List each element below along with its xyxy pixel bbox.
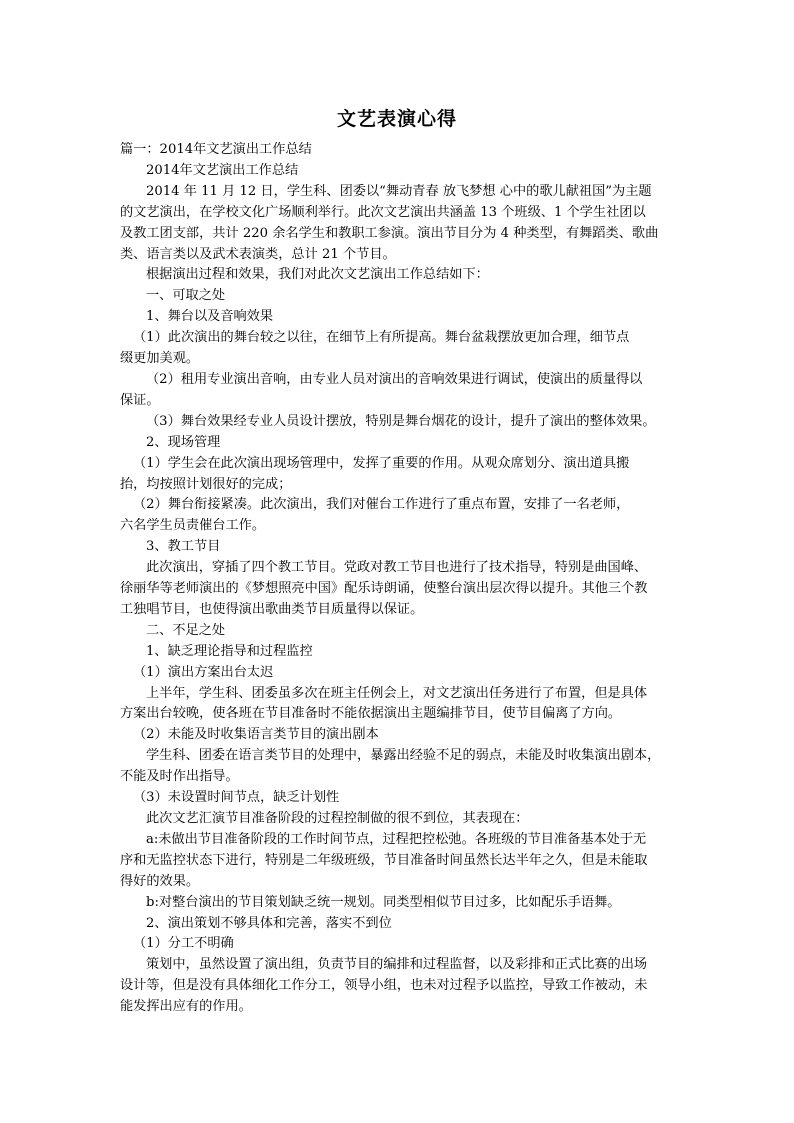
text-line: 篇一：2014年文艺演出工作总结: [120, 142, 312, 157]
text-line: 策划中，虽然设置了演出组，负责节目的编排和过程监督，以及彩排和正式比赛的出场: [146, 957, 648, 973]
text-line: 上半年，学生科、团委虽多次在班主任例会上，对文艺演出任务进行了布置，但是具体: [146, 685, 648, 701]
text-line: 工独唱节目，也使得演出歌曲类节目质量得以保证。: [120, 601, 424, 617]
text-line: 保证。: [120, 392, 160, 408]
text-line: 缀更加美观。: [120, 351, 200, 367]
text-line: 1、舞台以及音响效果: [146, 309, 274, 325]
text-line: b:对整台演出的节目策划缺乏统一规划。同类型相似节目过多，比如配乐手语舞。: [146, 894, 621, 910]
text-line: 不能及时作出指导。: [120, 769, 239, 785]
text-line: 2、现场管理: [146, 434, 221, 450]
text-line: 能发挥出应有的作用。: [120, 999, 252, 1015]
text-line: 1、缺乏理论指导和过程监控: [146, 643, 313, 659]
text-line: 2014 年 11 月 12 日，学生科、团委以“舞动青春 放飞梦想 心中的歌儿献祖国”为主题: [146, 183, 652, 199]
text-line: 六名学生员责催台工作。: [120, 518, 266, 534]
text-line: （2）租用专业演出音响，由专业人员对演出的音响效果进行调试，使演出的质量得以: [146, 371, 643, 387]
text-line: 2014年文艺演出工作总结: [146, 162, 299, 178]
text-line: 的文艺演出，在学校文化广场顺利举行。此次文艺演出共涵盖 13 个班级、1 个学生社团以: [120, 204, 646, 220]
text-line: （1）学生会在此次演出现场管理中，发挥了重要的作用。从观众席划分、演出道具搬: [133, 455, 630, 471]
text-line: 二、不足之处: [146, 622, 226, 638]
text-line: 根据演出过程和效果，我们对此次文艺演出工作总结如下：: [146, 267, 489, 283]
text-line: （1）演出方案出台太迟: [133, 664, 274, 680]
text-line: 徐丽华等老师演出的《梦想照亮中国》配乐诗朗诵，使整台演出层次得以提升。其他三个教: [120, 581, 648, 597]
text-line: 3、教工节目: [146, 539, 221, 555]
text-line: 学生科、团委在语言类节目的处理中，暴露出经验不足的弱点，未能及时收集演出剧本，: [146, 748, 661, 764]
text-line: （1）分工不明确: [133, 936, 234, 952]
text-line: （3）未设置时间节点，缺乏计划性: [133, 790, 340, 806]
text-line: 一、可取之处: [146, 288, 226, 304]
text-line: 得好的效果。: [120, 873, 200, 889]
document-body: [120, 140, 684, 1018]
text-line: 设计等，但是没有具体细化工作分工，领导小组，也未对过程予以监控，导致工作被动，未: [120, 978, 648, 994]
text-line: 此次演出，穿插了四个教工节目。党政对教工节目也进行了技术指导，特别是曲国峰、: [146, 560, 648, 576]
text-line: （2）舞台衔接紧凑。此次演出，我们对催台工作进行了重点布置，安排了一名老师，: [133, 497, 630, 513]
text-line: 方案出台较晚，使各班在节目准备时不能依据演出主题编排节目，使节目偏离了方向。: [120, 706, 622, 722]
document-title: 文艺表演心得: [336, 108, 457, 130]
text-line: 此次文艺汇演节目准备阶段的过程控制做的很不到位，其表现在：: [146, 811, 529, 826]
text-line: 类、语言类以及武术表演类，总计 21 个节目。: [120, 246, 396, 262]
text-line: 及教工团支部，共计 220 余名学生和教职工参演。演出节目分为 4 种类型，有舞蹈类、歌曲: [120, 225, 659, 241]
text-line: 2、演出策划不够具体和完善，落实不到位: [146, 915, 392, 931]
text-line: 序和无监控状态下进行，特别是二年级班级，节目准备时间虽然长达半年之久，但是未能取: [120, 852, 648, 868]
text-line: 抬，均按照计划很好的完成；: [120, 476, 292, 492]
text-line: （3）舞台效果经专业人员设计摆放，特别是舞台烟花的设计，提升了演出的整体效果。: [146, 413, 656, 429]
text-line: （2）未能及时收集语言类节目的演出剧本: [133, 727, 379, 743]
text-line: （1）此次演出的舞台较之以往，在细节上有所提高。舞台盆栽摆放更加合理，细节点: [133, 330, 630, 346]
text-line: a:未做出节目准备阶段的工作时间节点，过程把控松弛。各班级的节目准备基本处于无: [146, 831, 647, 847]
